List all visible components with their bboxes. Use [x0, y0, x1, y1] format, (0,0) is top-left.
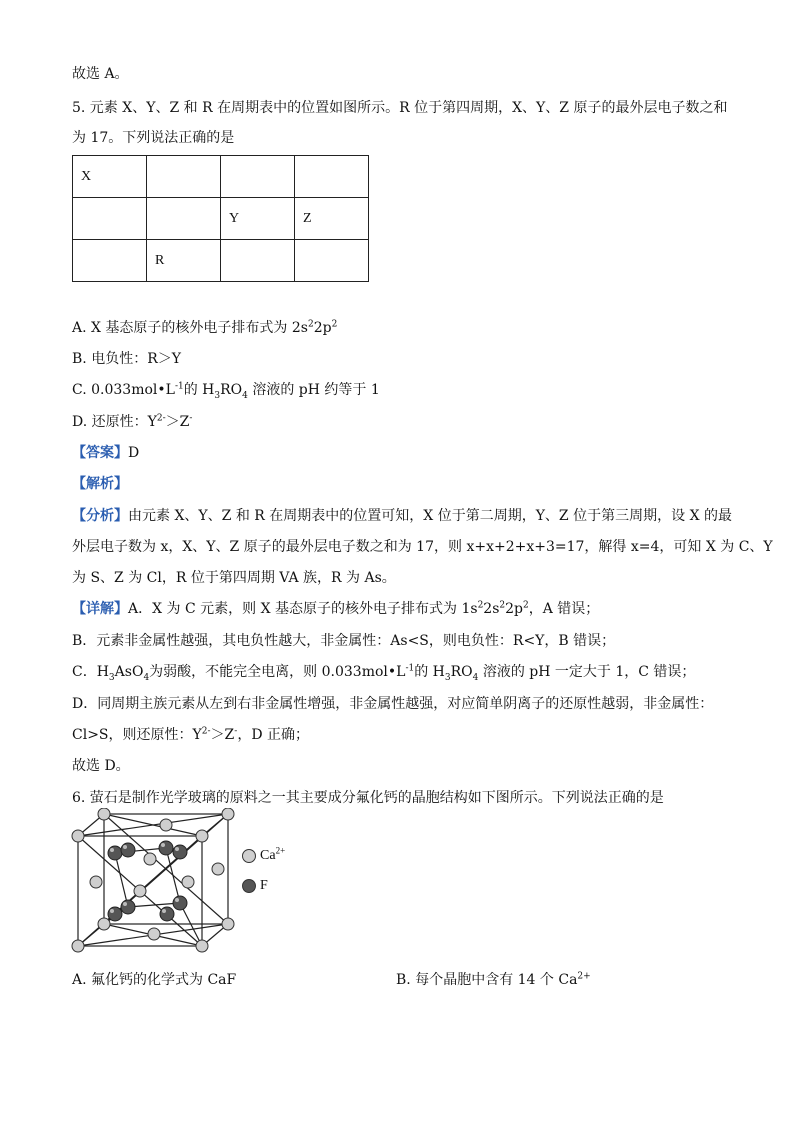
q5-conclusion: 故选 D。	[72, 758, 130, 774]
grid-cell	[295, 156, 369, 198]
ca-ion	[98, 808, 110, 820]
grid-cell: Z	[295, 198, 369, 240]
answer-line: 【答案】D	[72, 445, 140, 461]
q5-stem-line2: 为 17。下列说法正确的是	[72, 130, 235, 146]
grid-cell	[147, 156, 221, 198]
ca-swatch-icon	[242, 849, 256, 863]
fenxi-tag: 【分析】	[72, 508, 128, 524]
q5-option-b: B. 电负性：R＞Y	[72, 351, 181, 367]
f-ion	[173, 896, 187, 910]
q5-option-a: A. X 基态原子的核外电子排布式为 $2s^22p^2$	[72, 319, 338, 336]
ca-ion	[160, 819, 172, 831]
fenxi-line1: 【分析】由元素 X、Y、Z 和 R 在周期表中的位置可知，X 位于第二周期，Y、Z 位于第三周期，设 X 的最	[72, 508, 732, 524]
ca-ion	[90, 876, 102, 888]
q5-stem-line1: 5. 元素 X、Y、Z 和 R 在周期表中的位置如图所示。R 位于第四周期，X、Y、Z 原子的最外层电子数之和	[72, 100, 728, 116]
ca-ion	[98, 918, 110, 930]
f-swatch-icon	[242, 879, 256, 893]
xiangjie-tag: 【详解】	[72, 601, 128, 617]
q5-option-c: C. $0.033mol•L^{-1}$的 $H_3RO_4$ 溶液的 pH 约等于 1	[72, 381, 380, 401]
q5-option-d: D. 还原性：$Y^{2-}>Z^-$	[72, 413, 193, 430]
q6-option-a: A. 氟化钙的化学式为 CaF	[72, 972, 237, 988]
grid-cell: X	[73, 156, 147, 198]
ca-ion	[148, 928, 160, 940]
ca-ion	[144, 853, 156, 865]
xiangjie-a: 【详解】A．X 为 C 元素，则 X 基态原子的核外电子排布式为 $1s^22s^22p^2$，A 错误；	[72, 600, 600, 617]
ca-ion	[72, 940, 84, 952]
ca-ion	[196, 830, 208, 842]
xiangjie-d-line2: Cl>S，则还原性：$Y^{2-}>Z^-$，D 正确；	[72, 726, 310, 743]
q6-stem: 6. 萤石是制作光学玻璃的原料之一其主要成分氟化钙的晶胞结构如下图所示。下列说法正确的是	[72, 790, 664, 806]
analysis-tag: 【解析】	[72, 476, 128, 492]
previous-conclusion: 故选 A。	[72, 66, 129, 82]
ca-ion	[134, 885, 146, 897]
q6-option-b: B. 每个晶胞中含有 14 个 $Ca^{2+}$	[396, 971, 591, 988]
f-ion	[121, 900, 135, 914]
f-ion	[159, 841, 173, 855]
fenxi-line2: 外层电子数为 x，X、Y、Z 原子的最外层电子数之和为 17，则 x+x+2+x+3=17，解得 x=4，可知 X 为 C、Y	[72, 539, 773, 555]
xiangjie-d-line1: D．同周期主族元素从左到右非金属性增强，非金属性越强，对应简单阴离子的还原性越弱，非金属性：	[72, 696, 714, 712]
f-ion	[108, 907, 122, 921]
legend-f: F	[242, 878, 268, 894]
answer-tag: 【答案】	[72, 445, 128, 461]
fenxi-line3: 为 S、Z 为 Cl，R 位于第四周期 VA 族，R 为 As。	[72, 570, 396, 586]
grid-cell	[73, 198, 147, 240]
f-ion	[121, 843, 135, 857]
grid-cell	[221, 240, 295, 282]
grid-cell	[295, 240, 369, 282]
legend-ca: $Ca^{2+}$	[242, 848, 285, 864]
periodic-table-grid	[72, 155, 369, 282]
xiangjie-c: C．$H_3AsO_4$为弱酸，不能完全电离，则 $0.033mol•L^{-1}$的 $H_3RO_4$ 溶液的 pH 一定大于 1，C 错误；	[72, 663, 696, 683]
grid-cell: R	[147, 240, 221, 282]
xiangjie-b: B．元素非金属性越强，其电负性越大，非金属性：As<S，则电负性：R<Y，B 错误；	[72, 633, 616, 649]
ca-ion	[182, 876, 194, 888]
ca-ion	[222, 918, 234, 930]
fluorite-unit-cell-diagram	[68, 808, 240, 958]
ca-ion	[222, 808, 234, 820]
ca-ion	[212, 863, 224, 875]
f-ion	[173, 845, 187, 859]
grid-cell	[221, 156, 295, 198]
ca-ion	[196, 940, 208, 952]
grid-cell	[73, 240, 147, 282]
grid-cell: Y	[221, 198, 295, 240]
f-ion	[160, 907, 174, 921]
grid-cell	[147, 198, 221, 240]
f-ion	[108, 846, 122, 860]
ca-ion	[72, 830, 84, 842]
